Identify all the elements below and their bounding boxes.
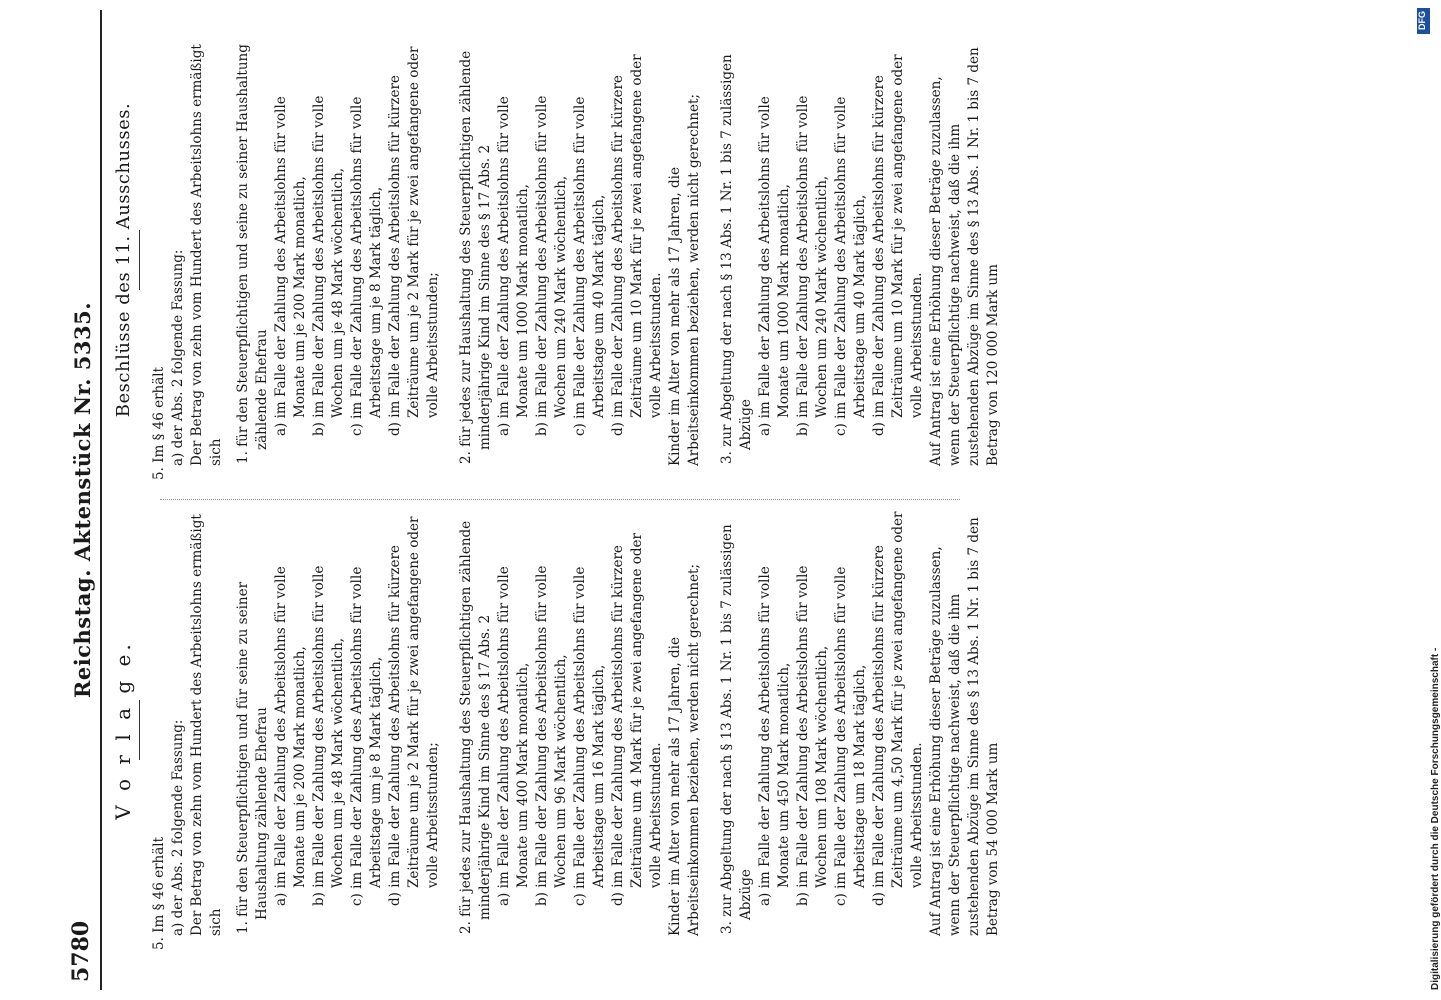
column-beschluesse (110, 40, 1003, 480)
paragraph-gap (704, 510, 718, 950)
paragraph-gap (443, 40, 457, 480)
paragraph-gap (704, 40, 718, 480)
paragraph: 1. für den Steuerpflichtigen und für seine zu seiner Haushaltung zählende Ehefrau (235, 581, 270, 934)
paragraph: b) im Falle der Zahlung des Arbeitslohns für volle Wochen um 240 Mark wöchentlich, (534, 95, 569, 436)
paragraph: a) der Abs. 2 folgende Fassung: (170, 719, 186, 936)
paragraph: b) im Falle der Zahlung des Arbeitslohns für volle Wochen um je 48 Mark wöchentlich, (311, 565, 346, 906)
paragraph: a) der Abs. 2 folgende Fassung: (170, 249, 186, 466)
paragraph-gap (226, 510, 234, 950)
paragraph: c) im Falle der Zahlung des Arbeitslohns für volle Arbeitstage um je 8 Mark täglich, (349, 96, 384, 436)
paragraph: c) im Falle der Zahlung des Arbeitslohns für volle Arbeitstage um 40 Mark täglich, (833, 96, 868, 436)
title-rule (139, 230, 140, 290)
paragraph: Kinder im Alter von mehr als 17 Jahren, die Arbeitseinkommen beziehen, werden nicht gerechnet; (667, 564, 702, 936)
column-title-beschluesse: Beschlüsse des 11. Ausschusses. (113, 102, 134, 418)
paragraph: a) im Falle der Zahlung des Arbeitslohns für volle Monate um 400 Mark monatlich, (496, 566, 531, 906)
column-title-vorlage: V o r l a g e. (111, 640, 135, 820)
paragraph: 1. für den Steuerpflichtigen und seine zu seiner Haushaltung zählende Ehefrau (235, 44, 270, 464)
paragraph: Auf Antrag ist eine Erhöhung dieser Beträge zuzulassen, wenn der Steuerpflichtige nachweist, daß die ihm zustehenden Abzüge im Sinne des § 13 Abs. 1 Nr. 1 bis 7 den Betrag von 54 000 Mark um (928, 517, 1001, 936)
dfg-logo-text: DFG (1417, 11, 1427, 30)
paragraph: c) im Falle der Zahlung des Arbeitslohns für volle Arbeitstage um 40 Mark täglich, (572, 96, 607, 436)
paragraph: d) im Falle der Zahlung des Arbeitslohns für kürzere Zeiträume um je 2 Mark für je zwei angefangene oder volle Arbeitsstunden; (387, 516, 441, 906)
paragraph: d) im Falle der Zahlung des Arbeitslohns für kürzere Zeiträume um 4 Mark für je zwei angefangene oder volle Arbeitsstunden. (610, 533, 664, 906)
paragraph-gap (226, 40, 234, 480)
rotated-document-page (10, 10, 1390, 990)
paragraph: 5. Im § 46 erhält (151, 366, 167, 480)
paragraph: b) im Falle der Zahlung des Arbeitslohns für volle Wochen um je 48 Mark wöchentlich, (311, 95, 346, 436)
column-divider (160, 498, 960, 500)
paragraph: d) im Falle der Zahlung des Arbeitslohns für kürzere Zeiträume um je 2 Mark für je zwei angefangene oder volle Arbeitsstunden; (387, 46, 441, 436)
paragraph: Der Betrag von zehn vom Hundert des Arbeitslohns ermäßigt sich (189, 514, 224, 936)
paragraph: d) im Falle der Zahlung des Arbeitslohns für kürzere Zeiträume um 4,50 Mark für je zwei angefangene oder volle Arbeitsstunden. (871, 511, 925, 906)
column-body-vorlage (150, 510, 1003, 950)
dfg-logo (1417, 8, 1430, 34)
paragraph: a) im Falle der Zahlung des Arbeitslohns für volle Monate um 1000 Mark monatlich, (757, 96, 792, 436)
paragraph: Auf Antrag ist eine Erhöhung dieser Beträge zuzulassen, wenn der Steuerpflichtige nachweist, daß die ihm zustehenden Abzüge im Sinne des § 13 Abs. 1 Nr. 1 bis 7 den Betrag von 120 000 Mark um (928, 47, 1001, 466)
paragraph: c) im Falle der Zahlung des Arbeitslohns für volle Arbeitstage um je 8 Mark täglich, (349, 566, 384, 906)
paragraph: b) im Falle der Zahlung des Arbeitslohns für volle Wochen um 240 Mark wöchentlich, (795, 95, 830, 436)
paragraph: 3. zur Abgeltung der nach § 13 Abs. 1 Nr. 1 bis 7 zulässigen Abzüge (719, 524, 754, 934)
paragraph: b) im Falle der Zahlung des Arbeitslohns für volle Wochen um 96 Mark wöchentlich, (534, 565, 569, 906)
paragraph: c) im Falle der Zahlung des Arbeitslohns für volle Arbeitstage um 18 Mark täglich, (833, 566, 868, 906)
page-header (10, 10, 102, 990)
paragraph: b) im Falle der Zahlung des Arbeitslohns für volle Wochen um 108 Mark wöchentlich, (795, 565, 830, 906)
digitization-note-text: Digitalisierung gefördert durch die Deutsche Forschungsgemeinschaft - (1430, 647, 1441, 990)
digitization-note (1412, 10, 1441, 990)
paragraph: d) im Falle der Zahlung des Arbeitslohns für kürzere Zeiträume um 10 Mark für je zwei angefangene oder volle Arbeitsstunden. (871, 54, 925, 436)
paragraph: 5. Im § 46 erhält (151, 836, 167, 950)
page-title: Reichstag. Aktenstück Nr. 5335. (70, 301, 95, 699)
paragraph: a) im Falle der Zahlung des Arbeitslohns für volle Monate um 1000 Mark monatlich, (496, 96, 531, 436)
column-vorlage (110, 510, 1003, 950)
paragraph: Der Betrag von zehn vom Hundert des Arbeitslohns ermäßigt sich (189, 44, 224, 466)
page-number: 5780 (68, 920, 94, 982)
title-rule (139, 700, 140, 760)
paragraph: 2. für jedes zur Haushaltung des Steuerpflichtigen zählende minderjährige Kind im Sinne des § 17 Abs. 2 (458, 50, 493, 464)
paragraph-gap (443, 510, 457, 950)
paragraph: Kinder im Alter von mehr als 17 Jahren, die Arbeitseinkommen beziehen, werden nicht gerechnet; (667, 94, 702, 466)
paragraph: a) im Falle der Zahlung des Arbeitslohns für volle Monate um je 200 Mark monatlich, (273, 96, 308, 436)
column-body-beschluesse (150, 40, 1003, 480)
paragraph: 3. zur Abgeltung der nach § 13 Abs. 1 Nr. 1 bis 7 zulässigen Abzüge (719, 54, 754, 464)
paragraph: a) im Falle der Zahlung des Arbeitslohns für volle Monate um 450 Mark monatlich, (757, 566, 792, 906)
paragraph: a) im Falle der Zahlung des Arbeitslohns für volle Monate um je 200 Mark monatlich, (273, 566, 308, 906)
paragraph: d) im Falle der Zahlung des Arbeitslohns für kürzere Zeiträume um 10 Mark für je zwei angefangene oder volle Arbeitsstunden. (610, 54, 664, 436)
paragraph: 2. für jedes zur Haushaltung des Steuerpflichtigen zählende minderjährige Kind im Sinne des § 17 Abs. 2 (458, 520, 493, 934)
paragraph: c) im Falle der Zahlung des Arbeitslohns für volle Arbeitstage um 16 Mark täglich, (572, 566, 607, 906)
